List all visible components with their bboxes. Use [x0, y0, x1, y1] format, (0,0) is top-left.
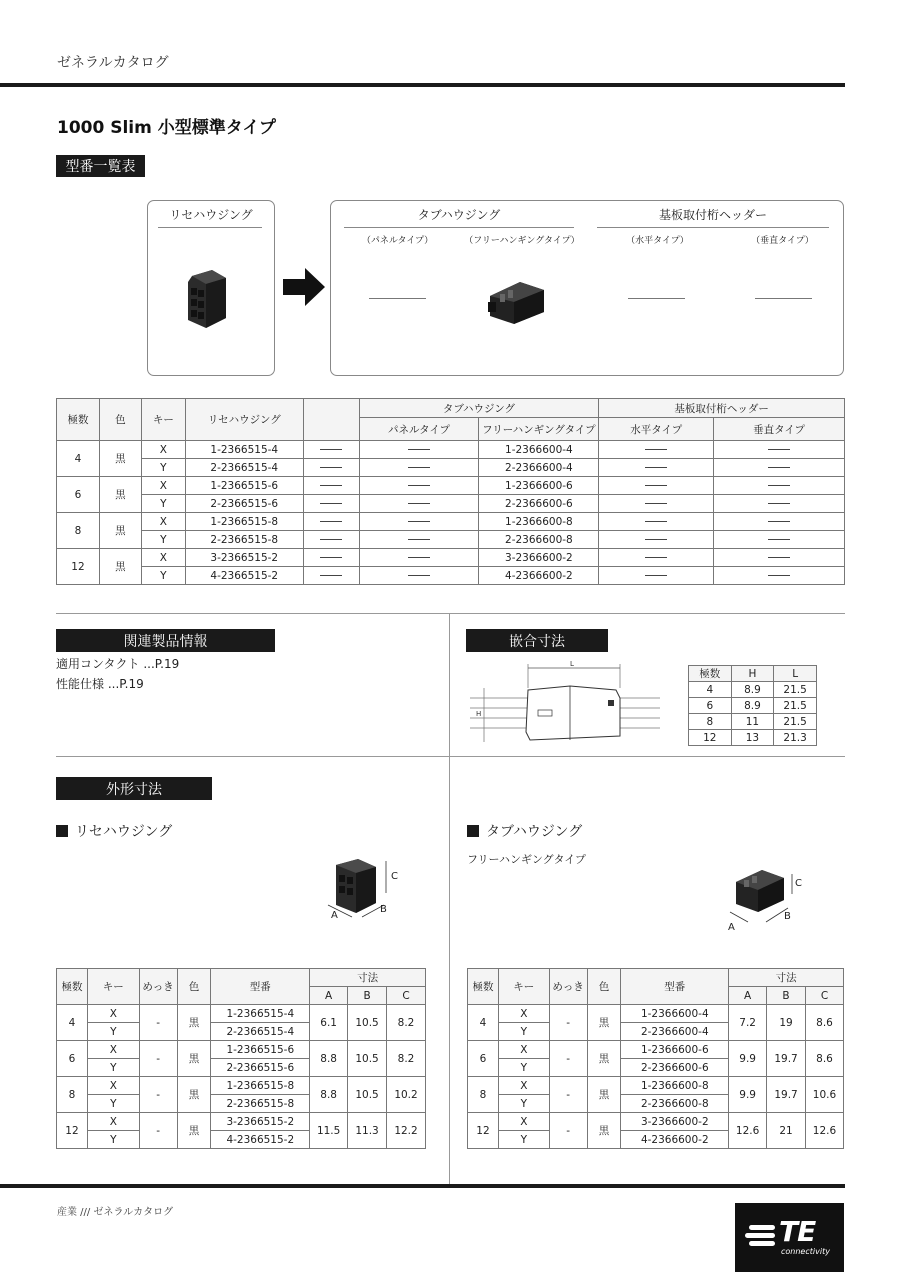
horizontal-type-cell	[599, 513, 714, 531]
blank-cell	[303, 441, 359, 459]
none-dash	[408, 575, 430, 576]
free-hanging-part-cell: 1-2366600-6	[479, 477, 599, 495]
dim-c-cell: 10.6	[806, 1077, 844, 1113]
part-number-cell: 1-2366600-6	[621, 1041, 729, 1059]
th-poles: 極数	[57, 399, 100, 441]
tab-dim-body	[468, 1005, 844, 1149]
th-tab-housing: タブハウジング	[359, 399, 599, 418]
vertical-type-cell	[714, 459, 845, 477]
model-table-body	[57, 441, 845, 585]
none-dash	[408, 503, 430, 504]
key-cell: X	[87, 1113, 139, 1131]
dim-c-cell: 8.2	[387, 1005, 426, 1041]
tab-dim-a-label: A	[728, 922, 735, 933]
poles-cell: 4	[468, 1005, 499, 1041]
h-cell: 13	[731, 730, 774, 746]
table-row	[57, 1041, 426, 1059]
th-horizontal: 水平タイプ	[599, 418, 714, 441]
dim-b-cell: 10.5	[348, 1041, 387, 1077]
related-contact-link[interactable]: 適用コンタクト ...P.19	[56, 657, 180, 671]
color-cell: 黒	[587, 1041, 621, 1077]
dim-c-cell: 8.6	[806, 1005, 844, 1041]
panel-type-cell	[359, 459, 479, 477]
receptacle-part-cell: 1-2366515-8	[185, 513, 303, 531]
dim-c-cell: 8.6	[806, 1041, 844, 1077]
free-hanging-part-cell: 1-2366600-4	[479, 441, 599, 459]
none-dash	[320, 521, 342, 522]
receptacle-part-cell: 1-2366515-6	[185, 477, 303, 495]
none-dash	[408, 539, 430, 540]
part-number-cell: 3-2366600-2	[621, 1113, 729, 1131]
tab-th-part: 型番	[621, 969, 729, 1005]
color-cell: 黒	[177, 1077, 211, 1113]
table-row	[57, 531, 845, 549]
poles-cell: 4	[57, 1005, 88, 1041]
dim-b-cell: 21	[767, 1113, 806, 1149]
color-cell: 黒	[99, 441, 141, 477]
vertical-type-cell	[714, 495, 845, 513]
rece-th-color: 色	[177, 969, 211, 1005]
dim-b-cell: 19.7	[767, 1041, 806, 1077]
table-row	[689, 682, 817, 698]
part-number-cell: 1-2366600-8	[621, 1077, 729, 1095]
dim-a-cell: 6.1	[310, 1005, 348, 1041]
rece-th-c: C	[387, 987, 426, 1005]
horizontal-type-label: （水平タイプ）	[626, 236, 689, 246]
table-row	[57, 441, 845, 459]
square-bullet-icon	[467, 825, 479, 837]
color-cell: 黒	[177, 1041, 211, 1077]
part-number-cell: 3-2366515-2	[211, 1113, 310, 1131]
plating-cell: -	[139, 1041, 177, 1077]
receptacle-part-cell: 2-2366515-4	[185, 459, 303, 477]
dim-c-cell: 8.2	[387, 1041, 426, 1077]
te-logo-mark: TE	[779, 1215, 816, 1248]
receptacle-dim-table	[56, 968, 426, 1149]
receptacle-part-cell: 1-2366515-4	[185, 441, 303, 459]
none-dash	[320, 503, 342, 504]
mating-diagram	[470, 658, 665, 750]
poles-cell: 12	[689, 730, 732, 746]
outline-dim-tag: 外形寸法	[56, 777, 212, 800]
none-dash	[768, 449, 790, 450]
th-panel: パネルタイプ	[359, 418, 479, 441]
dim-a-cell: 11.5	[310, 1113, 348, 1149]
vertical-type-cell	[714, 513, 845, 531]
tab-th-color: 色	[587, 969, 621, 1005]
part-number-cell: 2-2366515-4	[211, 1023, 310, 1041]
table-row	[468, 1041, 844, 1059]
key-cell: X	[141, 513, 185, 531]
table-row	[57, 549, 845, 567]
none-dash	[768, 467, 790, 468]
dim-a-cell: 7.2	[729, 1005, 767, 1041]
key-cell: X	[87, 1005, 139, 1023]
key-cell: Y	[141, 459, 185, 477]
plating-cell: -	[139, 1005, 177, 1041]
panel-type-cell	[359, 513, 479, 531]
tab-section-subtitle: フリーハンギングタイプ	[467, 853, 586, 866]
dim-a-cell: 8.8	[310, 1077, 348, 1113]
rece-dim-a-label: A	[331, 910, 338, 921]
horizontal-type-none	[628, 298, 685, 299]
key-cell: X	[87, 1077, 139, 1095]
top-rule	[0, 83, 845, 87]
panel-type-cell	[359, 441, 479, 459]
vertical-type-label: （垂直タイプ）	[751, 236, 814, 246]
receptacle-title-rule	[158, 227, 262, 228]
color-cell: 黒	[99, 477, 141, 513]
color-cell: 黒	[587, 1077, 621, 1113]
table-row	[689, 698, 817, 714]
vertical-type-cell	[714, 531, 845, 549]
receptacle-section-label: リセハウジング	[75, 824, 173, 840]
h-cell: 11	[731, 714, 774, 730]
rece-th-b: B	[348, 987, 387, 1005]
panel-type-cell	[359, 567, 479, 585]
poles-cell: 8	[57, 513, 100, 549]
th-color: 色	[99, 399, 141, 441]
mating-th-l: L	[774, 666, 817, 682]
plating-cell: -	[549, 1113, 587, 1149]
none-dash	[768, 575, 790, 576]
tab-th-key: キー	[498, 969, 549, 1005]
panel-type-cell	[359, 495, 479, 513]
panel-type-cell	[359, 549, 479, 567]
dim-b-cell: 19	[767, 1005, 806, 1041]
key-cell: X	[141, 549, 185, 567]
footer-text: 産業 /// ゼネラルカタログ	[57, 1207, 174, 1218]
te-logo	[735, 1203, 844, 1272]
part-number-cell: 2-2366600-6	[621, 1059, 729, 1077]
blank-cell	[303, 459, 359, 477]
rece-th-dims: 寸法	[310, 969, 426, 987]
none-dash	[768, 485, 790, 486]
mating-table-body	[689, 682, 817, 746]
vertical-type-cell	[714, 567, 845, 585]
key-cell: X	[498, 1077, 549, 1095]
table-row	[57, 513, 845, 531]
tab-section-title	[467, 821, 582, 841]
catalog-header: ゼネラルカタログ	[57, 55, 169, 71]
vertical-type-cell	[714, 549, 845, 567]
dim-a-cell: 9.9	[729, 1077, 767, 1113]
arrow-right-icon	[283, 268, 325, 306]
receptacle-housing-image	[182, 268, 232, 332]
poles-cell: 8	[57, 1077, 88, 1113]
free-hanging-part-cell: 4-2366600-2	[479, 567, 599, 585]
panel-type-cell	[359, 477, 479, 495]
key-cell: Y	[87, 1095, 139, 1113]
free-hanging-part-cell: 2-2366600-4	[479, 459, 599, 477]
dim-a-cell: 12.6	[729, 1113, 767, 1149]
key-cell: Y	[141, 531, 185, 549]
te-logo-bars-icon	[745, 1223, 777, 1249]
tab-th-c: C	[806, 987, 844, 1005]
th-blank	[303, 399, 359, 441]
section-divider-top	[56, 613, 845, 614]
none-dash	[645, 485, 667, 486]
key-cell: Y	[498, 1095, 549, 1113]
part-number-cell: 2-2366600-8	[621, 1095, 729, 1113]
section-divider-middle	[56, 756, 845, 757]
th-key: キー	[141, 399, 185, 441]
key-cell: X	[87, 1041, 139, 1059]
part-number-cell: 1-2366515-6	[211, 1041, 310, 1059]
header-title-rule	[597, 227, 829, 228]
vertical-type-cell	[714, 477, 845, 495]
free-hanging-part-cell: 3-2366600-2	[479, 549, 599, 567]
section-divider-vertical	[449, 613, 450, 1185]
tab-th-dims: 寸法	[729, 969, 844, 987]
part-number-cell: 1-2366515-4	[211, 1005, 310, 1023]
l-cell: 21.3	[774, 730, 817, 746]
none-dash	[320, 575, 342, 576]
none-dash	[645, 575, 667, 576]
table-row	[57, 1113, 426, 1131]
poles-cell: 4	[689, 682, 732, 698]
panel-type-cell	[359, 531, 479, 549]
h-cell: 8.9	[731, 698, 774, 714]
blank-cell	[303, 477, 359, 495]
dim-b-cell: 11.3	[348, 1113, 387, 1149]
part-number-cell: 4-2366515-2	[211, 1131, 310, 1149]
horizontal-type-cell	[599, 531, 714, 549]
dim-h-label: H	[476, 710, 482, 718]
page-title: 1000 Slim 小型標準タイプ	[57, 118, 276, 138]
model-list-tag: 型番一覧表	[56, 155, 145, 177]
poles-cell: 12	[57, 1113, 88, 1149]
none-dash	[320, 539, 342, 540]
free-hanging-part-cell: 2-2366600-6	[479, 495, 599, 513]
poles-cell: 4	[57, 441, 100, 477]
none-dash	[408, 557, 430, 558]
rece-th-part: 型番	[211, 969, 310, 1005]
tab-th-b: B	[767, 987, 806, 1005]
dim-c-cell: 10.2	[387, 1077, 426, 1113]
key-cell: Y	[498, 1059, 549, 1077]
table-row	[57, 459, 845, 477]
horizontal-type-cell	[599, 495, 714, 513]
dim-a-cell: 9.9	[729, 1041, 767, 1077]
part-number-cell: 2-2366600-4	[621, 1023, 729, 1041]
receptacle-dim-body	[57, 1005, 426, 1149]
table-row	[57, 495, 845, 513]
plating-cell: -	[549, 1077, 587, 1113]
related-performance-link[interactable]: 性能仕様 ...P.19	[56, 677, 144, 691]
key-cell: X	[498, 1005, 549, 1023]
color-cell: 黒	[99, 513, 141, 549]
poles-cell: 6	[57, 1041, 88, 1077]
none-dash	[320, 449, 342, 450]
l-cell: 21.5	[774, 698, 817, 714]
blank-cell	[303, 567, 359, 585]
key-cell: Y	[87, 1059, 139, 1077]
plating-cell: -	[139, 1113, 177, 1149]
tab-housing-image	[486, 276, 548, 326]
tab-dim-b-label: B	[784, 911, 791, 922]
part-number-cell: 4-2366600-2	[621, 1131, 729, 1149]
tab-th-a: A	[729, 987, 767, 1005]
rece-th-plating: めっき	[139, 969, 177, 1005]
mating-th-poles: 極数	[689, 666, 732, 682]
color-cell: 黒	[177, 1005, 211, 1041]
key-cell: Y	[141, 495, 185, 513]
key-cell: X	[141, 441, 185, 459]
blank-cell	[303, 531, 359, 549]
table-row	[689, 730, 817, 746]
free-hanging-part-cell: 1-2366600-8	[479, 513, 599, 531]
mating-dim-tag: 嵌合寸法	[466, 629, 608, 652]
free-hanging-part-cell: 2-2366600-8	[479, 531, 599, 549]
th-receptacle: リセハウジング	[185, 399, 303, 441]
rece-th-a: A	[310, 987, 348, 1005]
poles-cell: 6	[57, 477, 100, 513]
related-info-tag: 関連製品情報	[56, 629, 275, 652]
receptacle-part-cell: 3-2366515-2	[185, 549, 303, 567]
receptacle-panel-title: リセハウジング	[169, 208, 253, 222]
header-panel-title: 基板取付桁ヘッダー	[658, 208, 767, 222]
none-dash	[408, 467, 430, 468]
poles-cell: 12	[57, 549, 100, 585]
plating-cell: -	[549, 1005, 587, 1041]
key-cell: Y	[141, 567, 185, 585]
none-dash	[408, 485, 430, 486]
th-free-hanging: フリーハンギングタイプ	[479, 418, 599, 441]
rece-dim-c-label: C	[391, 871, 398, 882]
none-dash	[645, 539, 667, 540]
none-dash	[768, 539, 790, 540]
model-table	[56, 398, 845, 585]
dim-l-label: L	[570, 660, 574, 668]
table-row	[57, 567, 845, 585]
receptacle-part-cell: 2-2366515-6	[185, 495, 303, 513]
plating-cell: -	[549, 1041, 587, 1077]
table-row	[57, 1005, 426, 1023]
dim-b-cell: 19.7	[767, 1077, 806, 1113]
poles-cell: 6	[468, 1041, 499, 1077]
key-cell: Y	[87, 1023, 139, 1041]
key-cell: Y	[87, 1131, 139, 1149]
receptacle-section-title	[56, 821, 172, 841]
receptacle-part-cell: 2-2366515-8	[185, 531, 303, 549]
part-number-cell: 2-2366515-8	[211, 1095, 310, 1113]
panel-type-label: （パネルタイプ）	[361, 236, 434, 246]
tab-section-label: タブハウジング	[486, 824, 583, 840]
th-pcb-header: 基板取付桁ヘッダー	[599, 399, 845, 418]
poles-cell: 8	[689, 714, 732, 730]
th-vertical: 垂直タイプ	[714, 418, 845, 441]
table-row	[468, 1077, 844, 1095]
part-number-cell: 1-2366600-4	[621, 1005, 729, 1023]
color-cell: 黒	[587, 1005, 621, 1041]
none-dash	[645, 503, 667, 504]
none-dash	[320, 485, 342, 486]
none-dash	[408, 521, 430, 522]
l-cell: 21.5	[774, 682, 817, 698]
table-row	[689, 714, 817, 730]
mating-dim-table	[688, 665, 817, 746]
free-hanging-type-label: （フリーハンギングタイプ）	[464, 236, 580, 246]
horizontal-type-cell	[599, 441, 714, 459]
part-number-cell: 1-2366515-8	[211, 1077, 310, 1095]
rece-dim-b-label: B	[380, 904, 387, 915]
tab-th-plating: めっき	[549, 969, 587, 1005]
poles-cell: 8	[468, 1077, 499, 1113]
horizontal-type-cell	[599, 567, 714, 585]
square-bullet-icon	[56, 825, 68, 837]
key-cell: X	[498, 1113, 549, 1131]
blank-cell	[303, 549, 359, 567]
color-cell: 黒	[177, 1113, 211, 1149]
blank-cell	[303, 513, 359, 531]
key-cell: X	[498, 1041, 549, 1059]
tab-housing-panel-title: タブハウジング	[417, 208, 501, 222]
l-cell: 21.5	[774, 714, 817, 730]
none-dash	[320, 467, 342, 468]
tab-th-poles: 極数	[468, 969, 499, 1005]
part-number-cell: 2-2366515-6	[211, 1059, 310, 1077]
color-cell: 黒	[587, 1113, 621, 1149]
rece-th-key: キー	[87, 969, 139, 1005]
tab-outline-image	[722, 862, 812, 932]
table-row	[57, 1077, 426, 1095]
receptacle-part-cell: 4-2366515-2	[185, 567, 303, 585]
mating-th-h: H	[731, 666, 774, 682]
table-row	[57, 477, 845, 495]
dim-c-cell: 12.2	[387, 1113, 426, 1149]
table-row	[468, 1005, 844, 1023]
none-dash	[645, 467, 667, 468]
horizontal-type-cell	[599, 459, 714, 477]
key-cell: Y	[498, 1023, 549, 1041]
tab-dim-c-label: C	[795, 878, 802, 889]
key-cell: Y	[498, 1131, 549, 1149]
color-cell: 黒	[99, 549, 141, 585]
dim-a-cell: 8.8	[310, 1041, 348, 1077]
horizontal-type-cell	[599, 477, 714, 495]
tab-dim-table	[467, 968, 844, 1149]
none-dash	[768, 557, 790, 558]
poles-cell: 6	[689, 698, 732, 714]
dim-b-cell: 10.5	[348, 1077, 387, 1113]
footer-rule	[0, 1184, 845, 1188]
h-cell: 8.9	[731, 682, 774, 698]
te-logo-sub: connectivity	[781, 1247, 830, 1256]
key-cell: X	[141, 477, 185, 495]
none-dash	[645, 449, 667, 450]
none-dash	[768, 521, 790, 522]
none-dash	[320, 557, 342, 558]
panel-type-none	[369, 298, 426, 299]
dim-b-cell: 10.5	[348, 1005, 387, 1041]
poles-cell: 12	[468, 1113, 499, 1149]
dim-c-cell: 12.6	[806, 1113, 844, 1149]
table-row	[468, 1113, 844, 1131]
rece-th-poles: 極数	[57, 969, 88, 1005]
blank-cell	[303, 495, 359, 513]
none-dash	[645, 521, 667, 522]
plating-cell: -	[139, 1077, 177, 1113]
vertical-type-cell	[714, 441, 845, 459]
none-dash	[408, 449, 430, 450]
tab-title-rule	[344, 227, 574, 228]
none-dash	[645, 557, 667, 558]
none-dash	[768, 503, 790, 504]
horizontal-type-cell	[599, 549, 714, 567]
vertical-type-none	[755, 298, 812, 299]
